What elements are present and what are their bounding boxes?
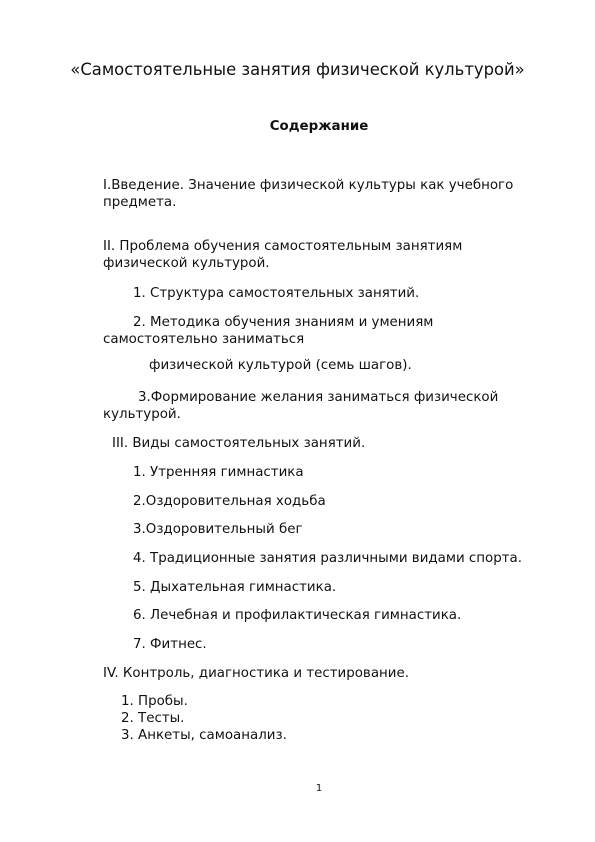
toc-line: III. Виды самостоятельных занятий.: [112, 436, 366, 451]
toc-line: культурой.: [103, 407, 181, 422]
toc-line: самостоятельно заниматься: [103, 332, 305, 347]
toc-line: I.Введение. Значение физической культуры как учебного: [103, 178, 514, 193]
toc-heading: Содержание: [269, 119, 369, 134]
toc-line: 2.Оздоровительная ходьба: [133, 494, 326, 509]
toc-line: физической культурой (семь шагов).: [149, 358, 412, 373]
toc-line: предмета.: [103, 195, 177, 210]
toc-line: физической культурой.: [103, 256, 270, 271]
toc-line: 3.Формирование желания заниматься физической: [138, 390, 499, 405]
toc-line: 3. Анкеты, самоанализ.: [121, 728, 287, 743]
toc-line: 5. Дыхательная гимнастика.: [133, 580, 337, 595]
toc-line: 1. Утренняя гимнастика: [133, 465, 304, 480]
toc-line: 2. Методика обучения знаниям и умениям: [133, 315, 434, 330]
toc-line: II. Проблема обучения самостоятельным занятиям: [103, 239, 463, 254]
toc-line: IV. Контроль, диагностика и тестирование.: [103, 666, 409, 681]
toc-line: 2. Тесты.: [121, 711, 185, 726]
toc-line: 1. Структура самостоятельных занятий.: [133, 286, 420, 301]
page-number: 1: [315, 783, 323, 794]
toc-line: 6. Лечебная и профилактическая гимнастика.: [133, 608, 462, 623]
toc-line: 3.Оздоровительный бег: [133, 522, 303, 537]
toc-line: 1. Пробы.: [121, 694, 188, 709]
document-title: «Самостоятельные занятия физической культурой»: [70, 60, 525, 79]
toc-line: 7. Фитнес.: [133, 637, 207, 652]
toc-line: 4. Традиционные занятия различными видами спорта.: [133, 551, 522, 566]
